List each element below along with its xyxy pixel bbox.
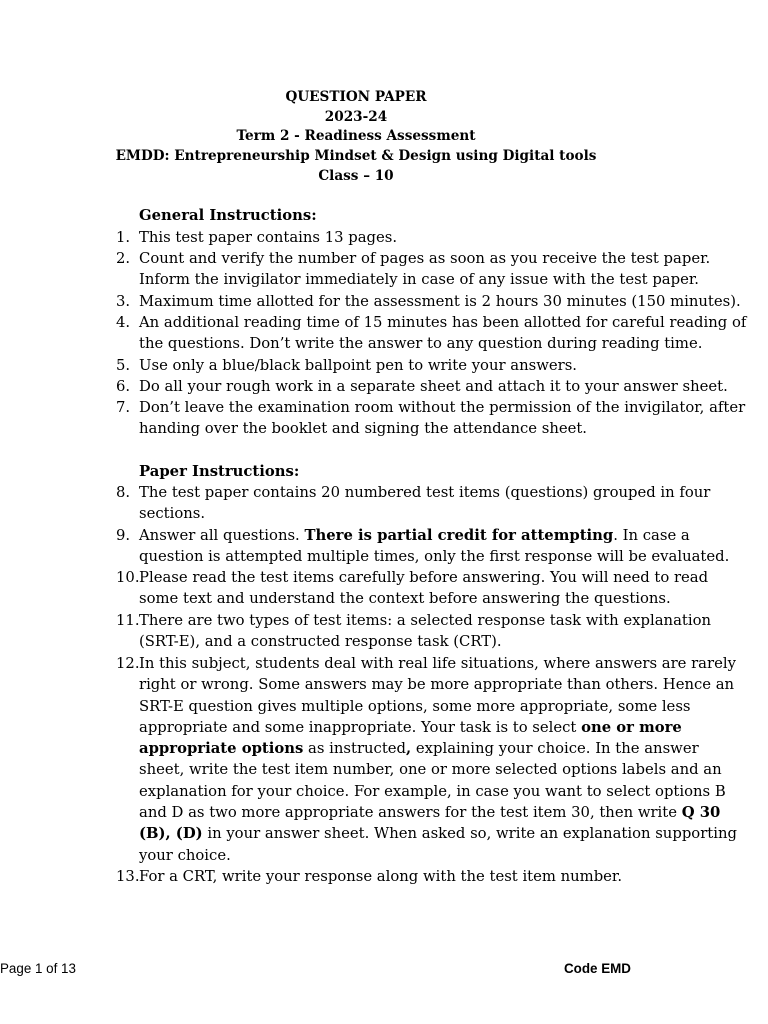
item-text: There are two types of test items: a selected response task with explanation [139,612,712,629]
item-text: In this subject, students deal with real life situations, where answers are rarely [139,655,736,672]
item-text: Use only a blue/black ballpoint pen to write your answers. [139,357,578,374]
item-text: This test paper contains 13 pages. [139,229,398,246]
item-number: 9. [116,527,131,544]
list-item [116,397,746,440]
item-text: Answer all questions. [139,527,305,544]
list-item [116,866,716,887]
item-number: 1. [116,229,131,246]
item-text: your choice. [139,846,231,864]
item-text: explaining your choice. In the answer [411,740,699,758]
item-line [139,717,716,738]
item-number: 7. [116,399,131,416]
item-text: in your answer sheet. When asked so, write an explanation supporting [202,825,737,843]
list-item [116,610,716,653]
item-text: For a CRT, write your response along with the test item number. [139,868,623,885]
item-text: and D as two more appropriate answers for the test item 30, then write [139,804,682,822]
item-text: Don’t leave the examination room without the permission of the invigilator, after [139,399,746,416]
list-item [116,312,747,355]
item-text: appropriate and some inappropriate. Your task is to select [139,718,582,736]
general-instructions-heading: General Instructions: [139,207,317,224]
item-text: Please read the test items carefully before answering. You will need to read [139,569,709,586]
item-text: An additional reading time of 15 minutes has been allotted for careful reading of [139,314,747,331]
list-item [116,355,716,376]
list-item [116,291,741,312]
item-line [139,525,716,546]
page-number: Page 1 of 13 [0,961,76,976]
item-text: SRT-E question gives multiple options, some more appropriate, some less [139,697,691,715]
list-item [116,227,716,248]
item-text: as instructed [303,740,407,758]
item-text: sheet, write the test item number, one or more selected options labels and an [139,761,722,779]
item-text: (SRT-E), and a constructed response task (CRT). [139,633,502,651]
item-line [139,802,721,823]
paper-code: Code EMD [564,961,631,976]
title-term: Term 2 - Readiness Assessment [236,128,476,144]
item-text: explanation for your choice. For example, in case you want to select options B [139,782,726,800]
item-text: some text and understand the context before answering the questions. [139,590,671,608]
item-text-bold: There is partial credit for attempting [304,527,614,544]
item-number: 5. [116,357,131,374]
item-number: 13. [116,868,140,885]
list-item [116,567,716,610]
item-text-bold: , [406,740,412,758]
item-number: 3. [116,293,131,310]
title-class: Class – 10 [318,168,394,184]
list-item [116,248,716,291]
list-item [116,653,737,866]
item-text: question is attempted multiple times, only the first response will be evaluated. [139,548,730,566]
item-text: Inform the invigilator immediately in case of any issue with the test paper. [139,271,699,289]
item-text-bold: one or more [581,718,682,736]
title-question-paper: QUESTION PAPER [285,89,427,105]
item-number: 10. [116,569,140,586]
item-number: 11. [116,612,140,629]
item-number: 6. [116,378,131,395]
list-item [116,482,716,525]
item-text: handing over the booklet and signing the attendance sheet. [139,420,588,438]
item-number: 4. [116,314,131,331]
item-text: Do all your rough work in a separate sheet and attach it to your answer sheet. [139,378,728,395]
item-text: Maximum time allotted for the assessment is 2 hours 30 minutes (150 minutes). [139,293,741,310]
list-item [116,376,728,397]
item-text: Count and verify the number of pages as soon as you receive the test paper. [139,250,711,267]
item-number: 8. [116,484,131,501]
item-text-bold: Q 30 [681,804,721,822]
item-text: . In case a [613,527,690,544]
title-subject: EMDD: Entrepreneurship Mindset & Design using Digital tools [115,148,597,164]
item-line [139,738,716,759]
item-number: 2. [116,250,131,267]
item-text: right or wrong. Some answers may be more appropriate than others. Hence an [139,676,735,694]
item-line [139,823,737,844]
item-text: sections. [139,505,206,523]
title-year: 2023-24 [324,109,388,125]
paper-instructions-heading: Paper Instructions: [139,463,300,480]
item-text: The test paper contains 20 numbered test items (questions) grouped in four [139,484,711,501]
item-text-bold: (B), (D) [139,825,203,843]
item-number: 12. [116,655,140,672]
item-text: the questions. Don’t write the answer to any question during reading time. [139,335,703,353]
item-text-bold: appropriate options [139,740,304,758]
list-item [116,525,730,568]
